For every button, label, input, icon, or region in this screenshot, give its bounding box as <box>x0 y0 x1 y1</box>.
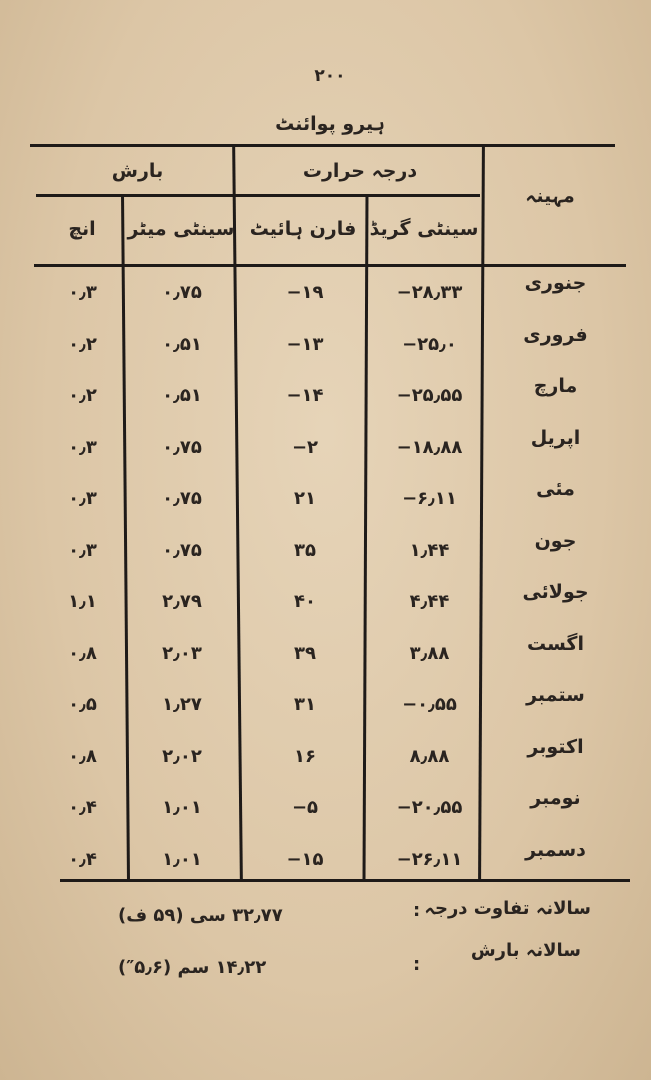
centimeter-cell: ۱٫۰۱ <box>162 797 202 818</box>
fahrenheit-cell: −۲ <box>291 436 319 458</box>
inch-cell: ۰٫۳ <box>68 488 97 509</box>
table-row <box>0 787 651 839</box>
fahrenheit-cell: ۴۰ <box>294 591 316 612</box>
fahrenheit-cell: ۳۱ <box>294 694 316 715</box>
header-rainfall: بارش <box>111 160 164 182</box>
page-number: ۲۰۰ <box>314 66 346 86</box>
centimeter-cell: ۲٫۰۲ <box>162 745 202 767</box>
month-cell: نومبر <box>530 787 581 809</box>
table-top-border <box>30 144 615 147</box>
month-cell: جون <box>534 529 577 552</box>
header-temperature: درجہ حرارت <box>302 160 418 182</box>
centimeter-cell: ۰٫۵۱ <box>162 333 202 355</box>
month-cell: اپریل <box>530 426 581 449</box>
fahrenheit-cell: −۱۴ <box>286 385 324 406</box>
table-row <box>0 375 651 427</box>
month-cell: مارچ <box>533 375 578 397</box>
table-title: ہیرو پوائنٹ <box>275 113 385 135</box>
fahrenheit-cell: ۲۱ <box>294 488 316 509</box>
table-row <box>0 324 651 376</box>
centimeter-cell: ۲٫۷۹ <box>162 591 202 612</box>
centigrade-cell: −۲۶٫۱۱ <box>396 848 463 870</box>
table-row <box>0 633 651 685</box>
month-cell: مئی <box>536 478 575 500</box>
inch-cell: ۰٫۴ <box>68 797 97 818</box>
table-row <box>0 427 651 479</box>
header-fahrenheit: فارن ہائیٹ <box>249 218 357 240</box>
fahrenheit-cell: ۳۹ <box>294 642 316 664</box>
inch-cell: ۱٫۱ <box>68 591 97 612</box>
inch-cell: ۰٫۸ <box>68 642 97 664</box>
table-row <box>0 581 651 633</box>
month-cell: اگست <box>526 632 584 655</box>
month-cell: ستمبر <box>526 684 585 706</box>
month-cell: جنوری <box>524 272 587 294</box>
header-centimeter: سینٹی میٹر <box>127 218 235 240</box>
table-row <box>0 684 651 736</box>
annual-range-value: ۳۲٫۷۷ سی (۵۹ ف) <box>118 905 283 926</box>
centigrade-cell: −۲۰٫۵۵ <box>396 797 463 818</box>
inch-cell: ۰٫۴ <box>68 848 97 870</box>
inch-cell: ۰٫۸ <box>68 745 97 767</box>
annual-range-colon: : <box>413 900 421 921</box>
annual-rainfall-value: ۱۴٫۲۲ سم (۵٫۶″) <box>118 957 267 978</box>
fahrenheit-cell: −۵ <box>291 797 319 818</box>
centigrade-cell: −۱۸٫۸۸ <box>396 436 463 458</box>
centigrade-cell: ۴٫۴۴ <box>409 591 450 612</box>
inch-cell: ۰٫۲ <box>68 385 97 406</box>
subheader-divider <box>36 194 480 197</box>
table-row <box>0 478 651 530</box>
month-cell: فروری <box>523 323 588 346</box>
centimeter-cell: ۱٫۲۷ <box>162 694 202 715</box>
centigrade-cell: −۶٫۱۱ <box>402 488 457 509</box>
centimeter-cell: ۰٫۷۵ <box>162 436 202 458</box>
table-row <box>0 736 651 788</box>
fahrenheit-cell: ۳۵ <box>294 539 316 561</box>
centigrade-cell: ۸٫۸۸ <box>409 745 450 767</box>
centimeter-cell: ۰٫۷۵ <box>162 488 202 509</box>
annual-rainfall-colon: : <box>413 954 421 975</box>
centimeter-cell: ۱٫۰۱ <box>162 848 202 870</box>
centigrade-cell: −۲۵٫۰ <box>402 333 457 355</box>
fahrenheit-cell: −۱۵ <box>286 848 324 870</box>
centigrade-cell: −۲۸٫۳۳ <box>396 282 463 303</box>
header-month: مہینہ <box>525 185 575 207</box>
centigrade-cell: ۳٫۸۸ <box>409 642 450 664</box>
fahrenheit-cell: −۱۳ <box>286 333 324 355</box>
inch-cell: ۰٫۳ <box>68 436 97 458</box>
table-row <box>0 530 651 582</box>
annual-rainfall-label: سالانہ بارش <box>470 940 581 961</box>
centimeter-cell: ۰٫۷۵ <box>162 282 202 303</box>
centimeter-cell: ۲٫۰۳ <box>162 642 202 664</box>
header-centigrade: سینٹی گریڈ <box>369 218 479 240</box>
centigrade-cell: −۰٫۵۵ <box>402 694 457 715</box>
centimeter-cell: ۰٫۷۵ <box>162 539 202 561</box>
inch-cell: ۰٫۳ <box>68 539 97 561</box>
month-cell: دسمبر <box>525 838 586 861</box>
month-cell: اکتوبر <box>527 735 584 758</box>
fahrenheit-cell: ۱۶ <box>294 745 316 767</box>
inch-cell: ۰٫۳ <box>68 282 97 303</box>
centimeter-cell: ۰٫۵۱ <box>162 385 202 406</box>
fahrenheit-cell: −۱۹ <box>286 282 324 303</box>
inch-cell: ۰٫۵ <box>68 694 97 715</box>
annual-range-label: سالانہ تفاوت درجہ <box>424 898 591 919</box>
centigrade-cell: ۱٫۴۴ <box>409 539 450 561</box>
month-cell: جولائی <box>522 581 589 603</box>
table-row <box>0 272 651 324</box>
centigrade-cell: −۲۵٫۵۵ <box>396 385 463 406</box>
inch-cell: ۰٫۲ <box>68 333 97 355</box>
header-inch: انچ <box>68 218 96 240</box>
table-row <box>0 839 651 891</box>
